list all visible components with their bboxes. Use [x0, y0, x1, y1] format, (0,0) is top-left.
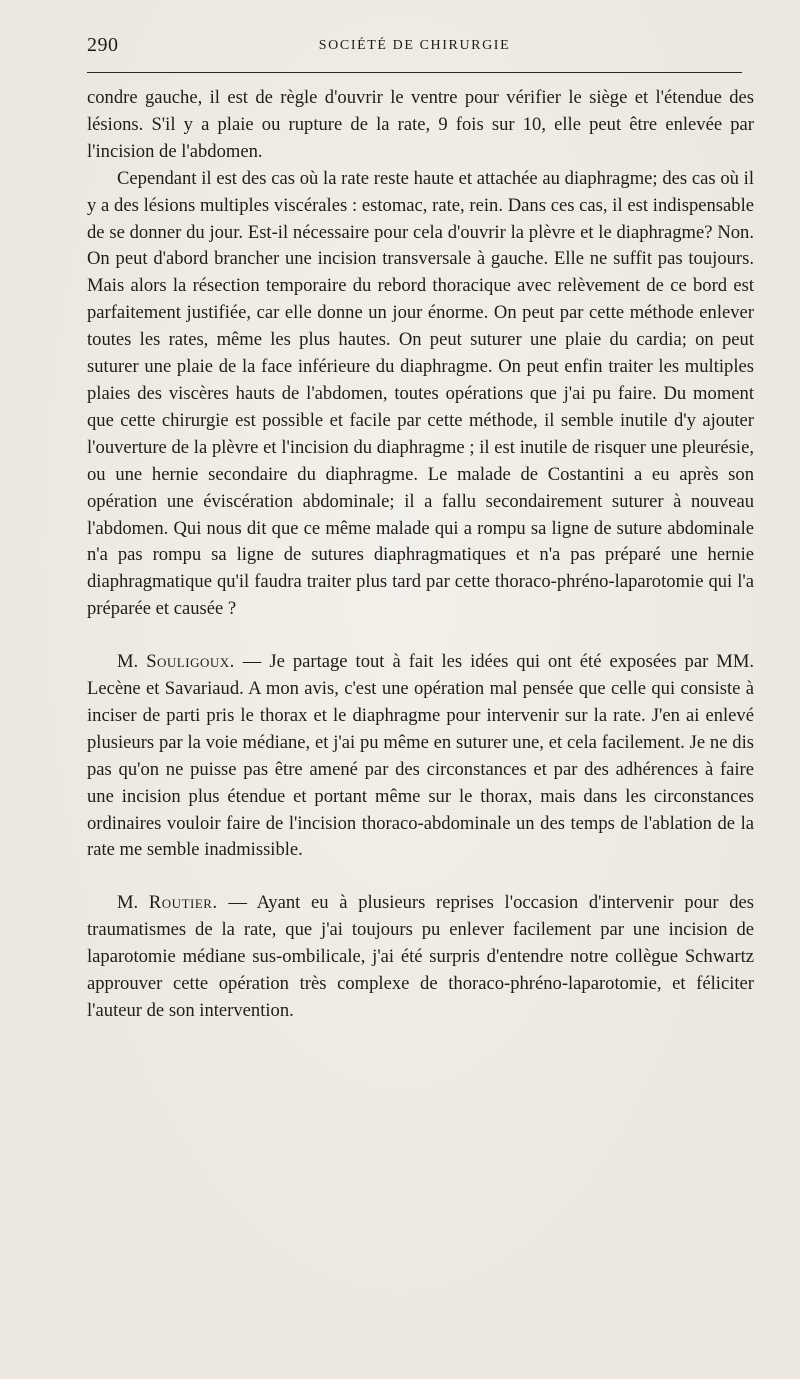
running-title: SOCIÉTÉ DE CHIRURGIE — [318, 38, 511, 53]
speaker-prefix: M. — [117, 651, 139, 673]
speech-souligoux — [87, 649, 754, 864]
page-header — [87, 28, 742, 68]
speaker-name: Routier. — [148, 892, 218, 914]
speech-text: — Je partage tout à fait les idées qui ont été exposées par MM. Lecène et Savariaud. A mon avis, c'est une opération mal pensée que celle qui consiste à inciser de parti pris le thorax et le diaphragme pour intervenir sur la rate. J'en ai enlevé plusieurs par la voie médiane, et j'ai pu même en suturer une, et cela facilement. Je ne dis pas qu'on ne puisse pas être amené par des circonstances et par des adhérences à faire une incision plus étendue et portant même sur le thorax, mais dans les circonstances ordinaires vouloir faire de l'incision thoraco-abdominale un des temps de l'ablation de la rate me semble inadmissible. — [87, 651, 754, 861]
body-text — [87, 85, 754, 1025]
paragraph: Cependant il est des cas où la rate reste haute et attachée au diaphragme; des cas où il y a des lésions multiples viscérales : estomac, rate, rein. Dans ces cas, il est indispensable de se donner du jour. Est-il nécessaire pour cela d'ouvrir la plèvre et le diaphragme? Non. On peut d'abord brancher une incision transversale à gauche. Elle ne suffit pas toujours. Mais alors la résection temporaire du rebord thoracique avec relèvement de ce bord est parfaitement justifiée, car elle donne un jour énorme. On peut par cette méthode enlever toutes les rates, même les plus hautes. On peut suturer une plaie du cardia; on peut suturer une plaie de la face inférieure du diaphragme. On peut enfin traiter les multiples plaies des viscères hauts de l'abdomen, toutes opérations que j'ai pu faire. Du moment que cette chirurgie est possible et facile par cette méthode, il semble inutile d'y ajouter l'ouverture de la plèvre et l'incision du diaphragme ; il est inutile de risquer une pleurésie, ou une hernie secondaire du diaphragme. Le malade de Costantini a eu après son opération une éviscération abdominale; il a fallu secondairement suturer à nouveau l'abdomen. Qui nous dit que ce même malade qui a rompu sa ligne de suture abdominale n'a pas rompu sa ligne de sutures diaphragmatiques et n'a pas préparé une hernie diaphragmatique qu'il faudra traiter plus tard par cette thoraco-phréno-laparotomie qui l'a préparée et causée ? — [87, 167, 754, 620]
paragraph-continuation: condre gauche, il est de règle d'ouvrir le ventre pour vérifier le siège et l'étendue des lésions. S'il y a plaie ou rupture de la rate, 9 fois sur 10, elle peut être enlevée par l'incision de l'abdomen. — [87, 87, 754, 162]
header-rule — [87, 72, 742, 73]
page-number: 290 — [87, 34, 119, 56]
speaker-prefix: M. — [117, 892, 139, 914]
speech-routier — [87, 890, 754, 1025]
speech-text: — Ayant eu à plusieurs reprises l'occasion d'intervenir pour des traumatismes de la rate, que j'ai toujours pu enlever facilement par une incision de laparotomie médiane sus-ombilicale, j'ai été surpris d'entendre notre collègue Schwartz approuver cette opération très complexe de thoraco-phréno-laparotomie, et féliciter l'auteur de son intervention. — [87, 892, 754, 1021]
speaker-name: Souligoux. — [146, 651, 235, 673]
